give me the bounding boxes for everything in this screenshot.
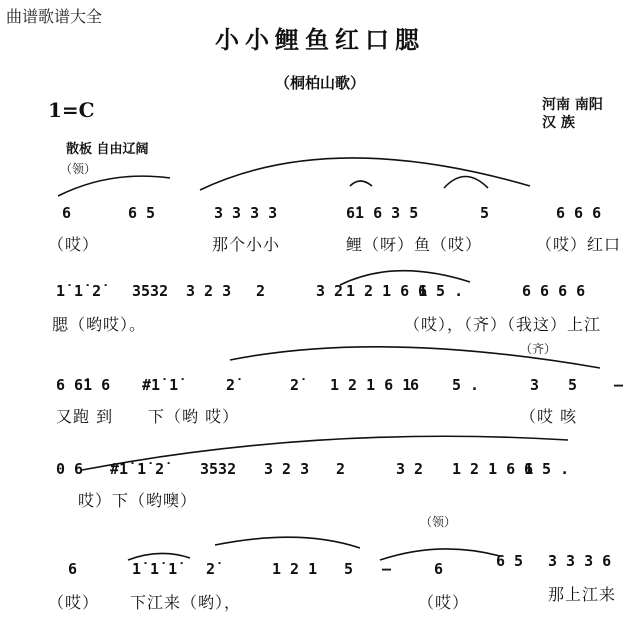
note-group: 6	[68, 560, 78, 578]
solo-mark-1: （领）	[60, 162, 97, 176]
slur	[58, 176, 170, 196]
note-group: 5 .	[452, 376, 480, 394]
note-group: 2̇	[226, 376, 236, 394]
note-group: 3 2	[396, 460, 424, 478]
origin-region: 河南 南阳	[542, 97, 603, 113]
lyric: 下江来（哟），	[130, 593, 242, 612]
lyric: （哎）红口	[536, 235, 622, 254]
lyric: （哎）	[48, 593, 100, 612]
slur	[350, 181, 372, 186]
note-group: –	[382, 560, 392, 578]
chorus-mark: （齐）	[520, 342, 557, 356]
note-group: 2̇	[290, 376, 300, 394]
lyric: 又跑 到	[56, 407, 114, 426]
note-group: 2	[336, 460, 346, 478]
lyric: 哎）下（哟噢）	[78, 491, 198, 510]
solo-mark-2: （领）	[420, 515, 457, 529]
lyric: （哎），（齐）（我这）上江	[404, 315, 602, 334]
note-group: 6̇1 6 3 5	[346, 204, 419, 222]
watermark: 曲谱歌谱大全	[6, 7, 103, 26]
note-group: 6 5	[128, 204, 156, 222]
note-group: 1̇ 1̇ 2̇	[56, 282, 102, 300]
lyric: 下（哟 哎）	[148, 407, 240, 426]
note-group: 6 6 6	[556, 204, 602, 222]
note-group: 3 2 3	[186, 282, 232, 300]
origin-ethnicity: 汉 族	[542, 115, 575, 131]
note-group: 0 6	[56, 460, 84, 478]
tempo-marking: 散板 自由辽阔	[66, 142, 149, 157]
slur	[444, 177, 488, 189]
note-group: 1 2 1	[272, 560, 318, 578]
note-group: 5	[480, 204, 490, 222]
note-group: 1 2 1 6 1	[330, 376, 412, 394]
lyric: 腮（哟哎）。	[52, 315, 147, 334]
lyric: （哎）	[418, 593, 470, 612]
note-group: 1̇ 1̇ 1̇	[132, 560, 178, 578]
note-group: 1 2 1 6 1	[452, 460, 534, 478]
lyric: 那个小小	[212, 235, 281, 254]
lyric: 那上江来	[548, 585, 617, 604]
note-group: 6 6 6 6	[522, 282, 586, 300]
note-group: 6 5 .	[418, 282, 464, 300]
song-subtitle: （桐柏山歌）	[274, 74, 365, 92]
note-group: 3532	[200, 460, 237, 478]
note-group: 3 2	[316, 282, 344, 300]
lyric: （哎）	[48, 235, 100, 254]
note-group: 3532	[132, 282, 169, 300]
note-group: 6	[410, 376, 420, 394]
slur	[380, 549, 500, 560]
note-group: 3 2 3	[264, 460, 310, 478]
note-group: 6	[62, 204, 72, 222]
note-group: 2	[256, 282, 266, 300]
note-group: #1̇ 1̇	[142, 376, 179, 394]
lyric: 鲤（呀）鱼（哎）	[346, 235, 483, 254]
note-group: 5	[568, 376, 578, 394]
slur	[230, 347, 600, 368]
song-title: 小小鲤鱼红口腮	[215, 26, 425, 54]
note-group: 2̇	[206, 560, 216, 578]
note-group: #1̇ 1̇ 2̇	[110, 460, 165, 478]
note-group: 3 3 3 3	[214, 204, 278, 222]
note-group: 5	[344, 560, 354, 578]
note-group: 6	[434, 560, 444, 578]
note-group: 3 3 3 6	[548, 552, 612, 570]
note-group: 6 6̇1 6	[56, 376, 111, 394]
note-group: 6 5 .	[524, 460, 570, 478]
slur	[200, 158, 530, 190]
note-group: 6 5	[496, 552, 524, 570]
note-group: 1 2 1 6 1	[346, 282, 428, 300]
lyric: （哎 咳	[520, 407, 578, 426]
note-group: –	[614, 376, 624, 394]
key-signature: 1=C	[48, 98, 95, 122]
slur	[215, 537, 360, 548]
note-group: 3	[530, 376, 540, 394]
